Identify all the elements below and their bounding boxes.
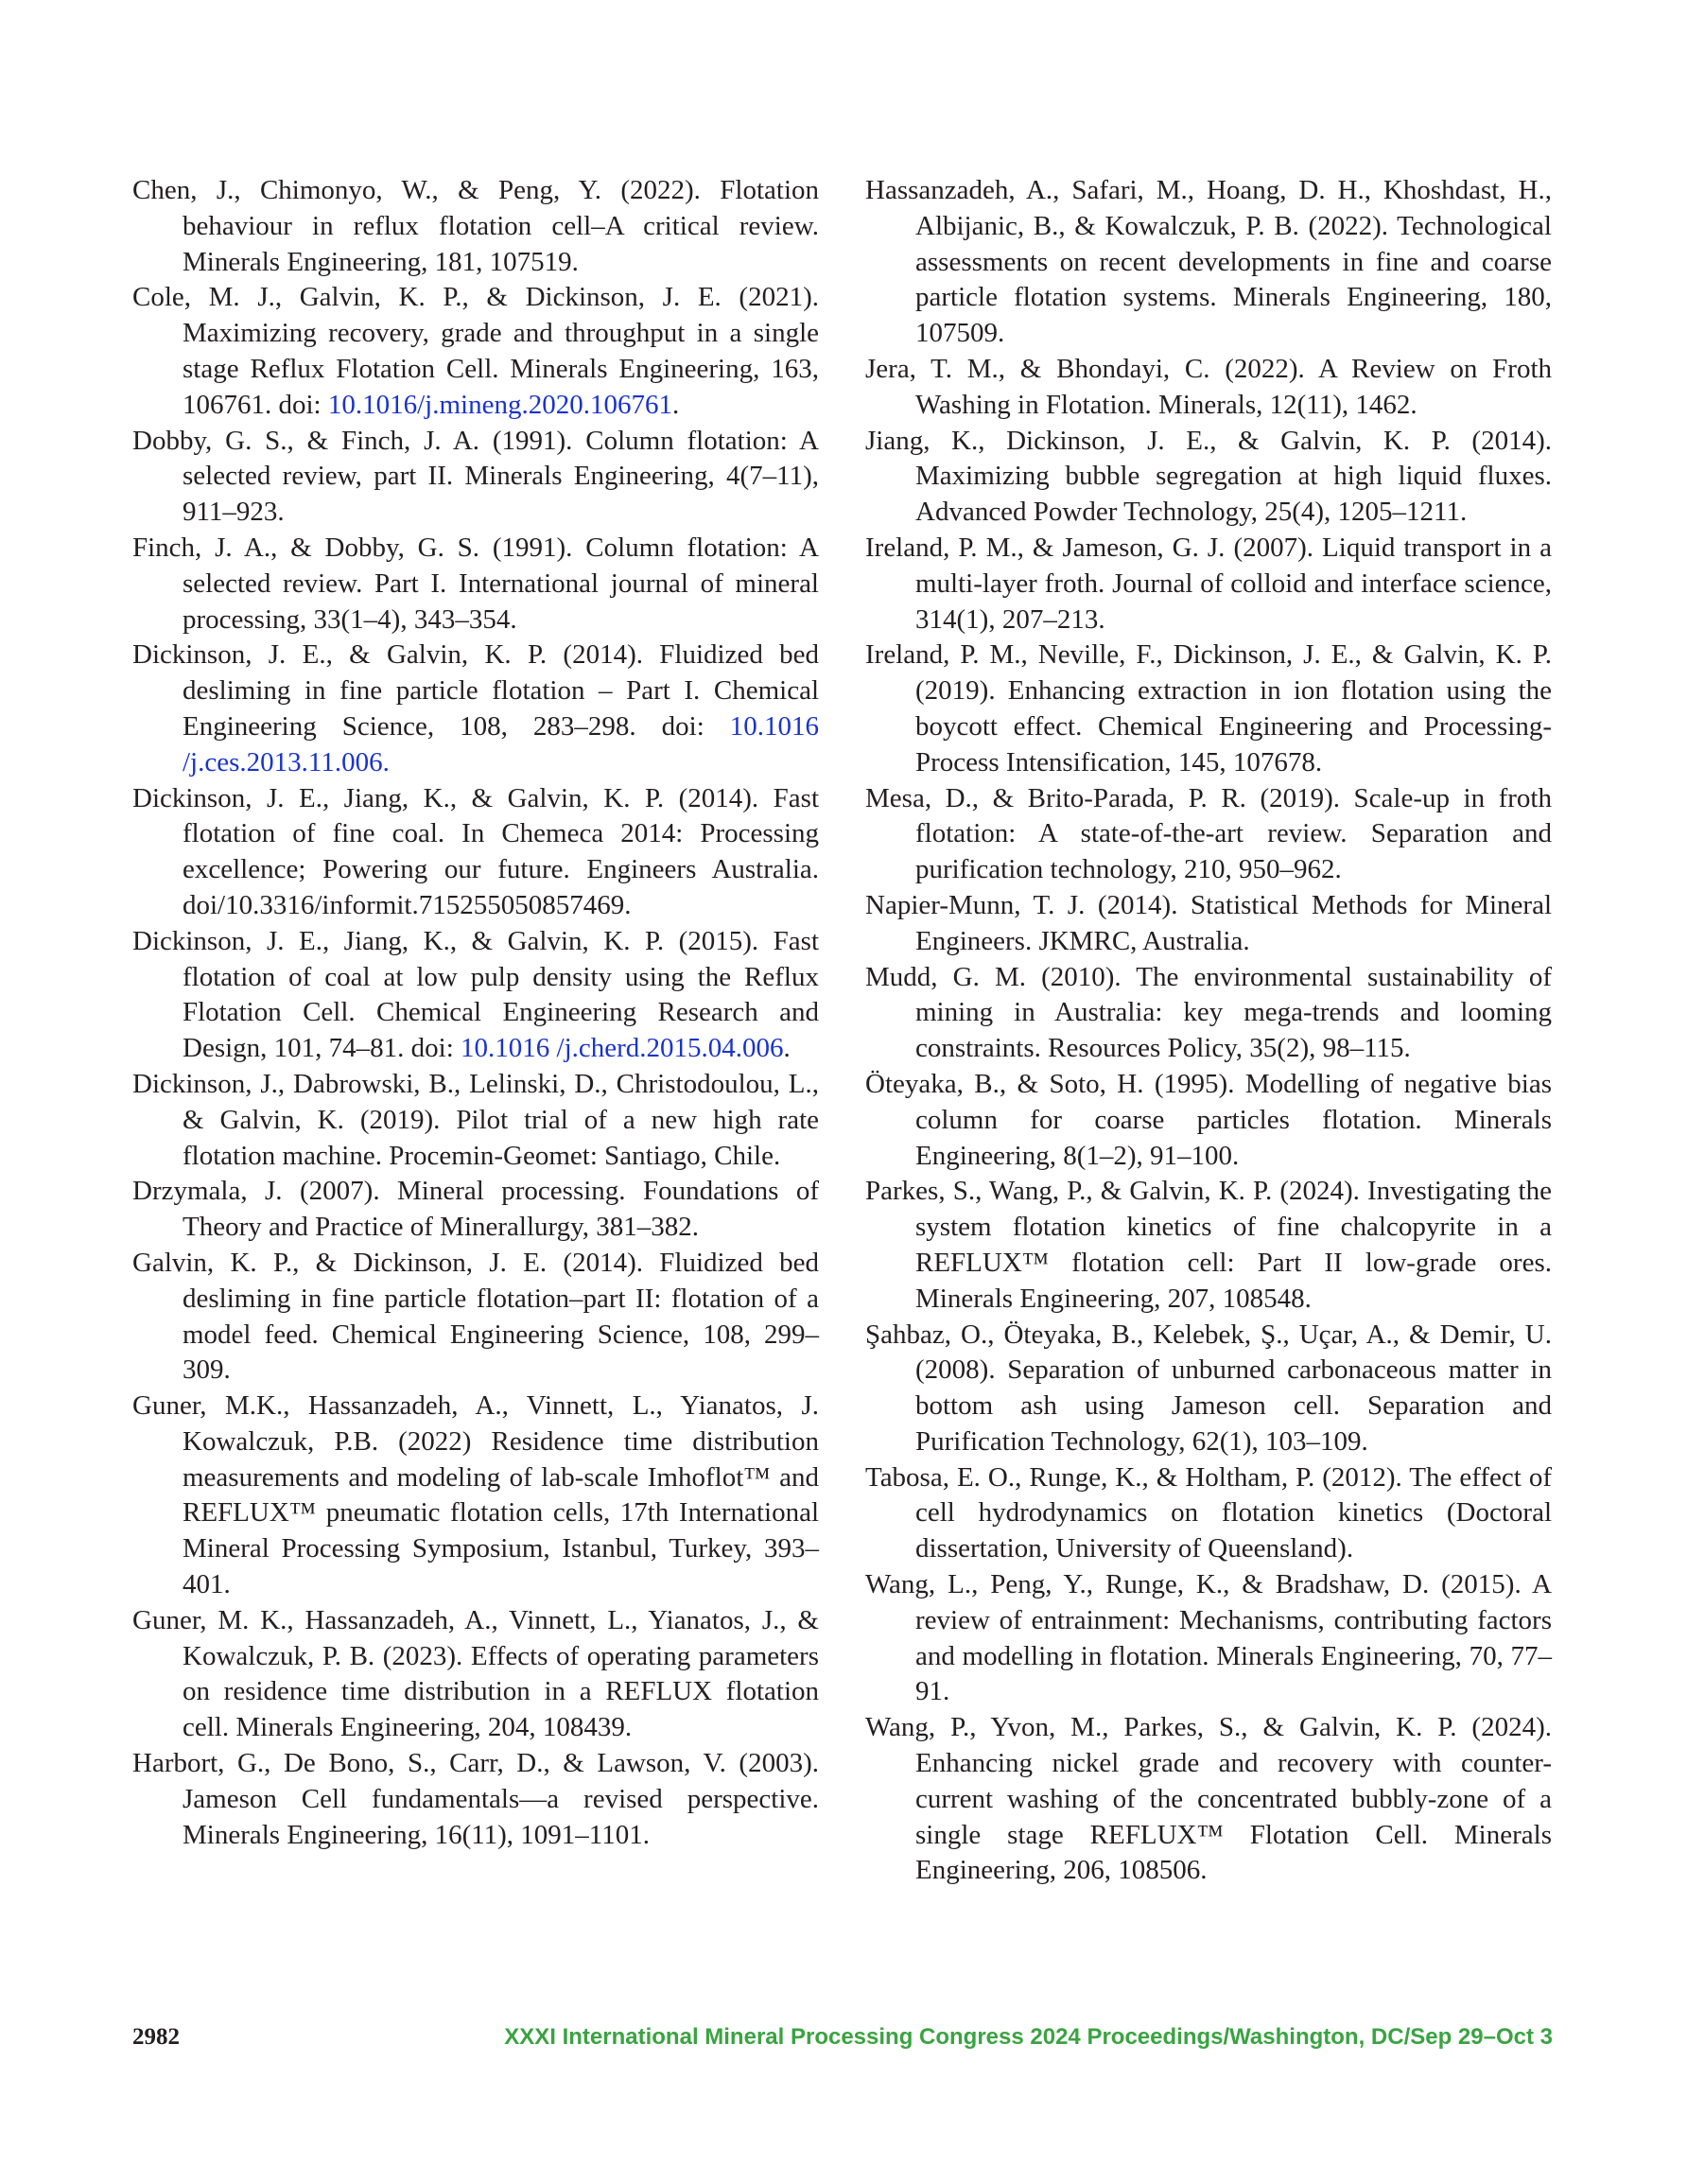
reference-text: Jera, T. M., & Bhondayi, C. (2022). A Review on Froth Washing in Flotation. Minerals, 12(11), 1462. bbox=[865, 353, 1552, 420]
reference-entry bbox=[132, 173, 819, 280]
reference-tail: . bbox=[783, 1033, 791, 1064]
reference-entry bbox=[865, 638, 1552, 780]
reference-text: Chen, J., Chimonyo, W., & Peng, Y. (2022). Flotation behaviour in reflux flotation cell–A critical review. Minerals Engineering, 181, 107519. bbox=[132, 175, 819, 277]
doi-link[interactable]: 10.1016 /j.ces.2013.11.006. bbox=[183, 710, 819, 778]
reference-entry bbox=[865, 1710, 1552, 1889]
reference-entry bbox=[865, 173, 1552, 352]
reference-entry bbox=[865, 1318, 1552, 1460]
reference-text: Şahbaz, O., Öteyaka, B., Kelebek, Ş., Uçar, A., & Demir, U. (2008). Separation of unburned carbonaceous matter in bottom ash using Jameson cell. Separation and Purification Technology, 62(1), 103–109. bbox=[865, 1319, 1552, 1457]
reference-text: Jiang, K., Dickinson, J. E., & Galvin, K. P. (2014). Maximizing bubble segregation at high liquid fluxes. Advanced Powder Technology, 25(4), 1205–1211. bbox=[865, 425, 1552, 528]
reference-text: Galvin, K. P., & Dickinson, J. E. (2014). Fluidized bed desliming in fine particle flotation–part II: flotation of a model feed. Chemical Engineering Science, 108, 299–309. bbox=[132, 1247, 819, 1386]
reference-entry bbox=[865, 960, 1552, 1067]
reference-text: Mudd, G. M. (2010). The environmental sustainability of mining in Australia: key mega-trends and looming constraints. Resources Policy, 35(2), 98–115. bbox=[865, 961, 1552, 1064]
reference-text: Mesa, D., & Brito-Parada, P. R. (2019). Scale-up in froth flotation: A state-of-the-art review. Separation and purification technology, 210, 950–962. bbox=[865, 782, 1552, 885]
reference-text: Ireland, P. M., Neville, F., Dickinson, J. E., & Galvin, K. P. (2019). Enhancing extraction in ion flotation using the boycott effect. Chemical Engineering and Processing-Process Intensification, 145, 107678. bbox=[865, 639, 1552, 778]
reference-entry bbox=[132, 424, 819, 531]
reference-text: Finch, J. A., & Dobby, G. S. (1991). Column flotation: A selected review. Part I. International journal of mineral processing, 33(1–4), 343–354. bbox=[132, 532, 819, 635]
reference-text: Dickinson, J., Dabrowski, B., Lelinski, D., Christodoulou, L., & Galvin, K. (2019). Pilot trial of a new high rate flotation machine. Procemin-Geomet: Santiago, Chile. bbox=[132, 1068, 819, 1171]
reference-text: Napier-Munn, T. J. (2014). Statistical Methods for Mineral Engineers. JKMRC, Australia. bbox=[865, 889, 1552, 956]
reference-entry bbox=[865, 781, 1552, 888]
reference-text: Guner, M.K., Hassanzadeh, A., Vinnett, L., Yianatos, J. Kowalczuk, P.B. (2022) Residence time distribution measurements and modeling of lab-scale Imhoflot™ and REFLUX™ pneumatic flotation cells, 17th International Mineral Processing Symposium, Istanbul, Turkey, 393–401. bbox=[132, 1390, 819, 1600]
references-left-column bbox=[132, 173, 819, 1853]
reference-text: Harbort, G., De Bono, S., Carr, D., & Lawson, V. (2003). Jameson Cell fundamentals—a revised perspective. Minerals Engineering, 16(11), 1091–1101. bbox=[132, 1748, 819, 1850]
proceedings-running-footer: XXXI International Mineral Processing Congress 2024 Proceedings/Washington, DC/Sep 29–Oct 3 bbox=[504, 2024, 1553, 2050]
reference-entry bbox=[865, 1067, 1552, 1174]
reference-text: Tabosa, E. O., Runge, K., & Holtham, P. (2012). The effect of cell hydrodynamics on flotation kinetics (Doctoral dissertation, University of Queensland). bbox=[865, 1461, 1552, 1564]
reference-entry bbox=[865, 1460, 1552, 1567]
reference-entry bbox=[865, 1567, 1552, 1710]
reference-tail: . bbox=[671, 389, 680, 420]
reference-text: Dickinson, J. E., Jiang, K., & Galvin, K. P. (2015). Fast flotation of coal at low pulp density using the Reflux Flotation Cell. Chemical Engineering Research and Design, 101, 74–81. doi: bbox=[132, 925, 819, 1064]
reference-text: Dobby, G. S., & Finch, J. A. (1991). Column flotation: A selected review, part II. Minerals Engineering, 4(7–11), 911–923. bbox=[132, 425, 819, 528]
reference-text: Dickinson, J. E., Jiang, K., & Galvin, K. P. (2014). Fast flotation of fine coal. In Chemeca 2014: Processing excellence; Powering our future. Engineers Australia. doi/10.3316/informit.715255050857469. bbox=[132, 782, 819, 920]
reference-entry bbox=[865, 424, 1552, 531]
references-right-column bbox=[865, 173, 1552, 1889]
reference-entry bbox=[132, 280, 819, 423]
doi-link[interactable]: 10.1016 /j.cherd.2015.04.006 bbox=[461, 1033, 784, 1064]
reference-entry bbox=[132, 924, 819, 1067]
reference-text: Parkes, S., Wang, P., & Galvin, K. P. (2024). Investigating the system flotation kinetics of fine chalcopyrite in a REFLUX™ flotation cell: Part II low-grade ores. Minerals Engineering, 207, 108548. bbox=[865, 1176, 1552, 1314]
reference-entry bbox=[132, 1174, 819, 1246]
page-number: 2982 bbox=[132, 2024, 180, 2050]
reference-text: Öteyaka, B., & Soto, H. (1995). Modelling of negative bias column for coarse particles flotation. Minerals Engineering, 8(1–2), 91–100. bbox=[865, 1068, 1552, 1171]
reference-entry bbox=[132, 1603, 819, 1746]
reference-text: Drzymala, J. (2007). Mineral processing. Foundations of Theory and Practice of Minerallurgy, 381–382. bbox=[132, 1176, 819, 1243]
reference-entry bbox=[865, 888, 1552, 960]
doi-link[interactable]: 10.1016/j.mineng.2020.106761 bbox=[327, 389, 672, 420]
reference-text: Ireland, P. M., & Jameson, G. J. (2007). Liquid transport in a multi-layer froth. Journal of colloid and interface science, 314(1), 207–213. bbox=[865, 532, 1552, 635]
reference-text: Hassanzadeh, A., Safari, M., Hoang, D. H., Khoshdast, H., Albijanic, B., & Kowalczuk, P. B. (2022). Technological assessments on recent developments in fine and coarse particle flotation systems. Minerals Engineering, 180, 107509. bbox=[865, 175, 1552, 349]
reference-entry bbox=[132, 1246, 819, 1389]
reference-text: Wang, P., Yvon, M., Parkes, S., & Galvin, K. P. (2024). Enhancing nickel grade and recovery with counter-current washing of the concentrated bubbly-zone of a single stage REFLUX™ Flotation Cell. Minerals Engineering, 206, 108506. bbox=[865, 1712, 1552, 1886]
reference-text: Wang, L., Peng, Y., Runge, K., & Bradshaw, D. (2015). A review of entrainment: Mechanisms, contributing factors and modelling in flotation. Minerals Engineering, 70, 77–91. bbox=[865, 1569, 1552, 1707]
reference-entry bbox=[865, 352, 1552, 424]
reference-text: Guner, M. K., Hassanzadeh, A., Vinnett, L., Yianatos, J., & Kowalczuk, P. B. (2023). Effects of operating parameters on residence time distribution in a REFLUX flotation cell. Minerals Engineering, 204, 108439. bbox=[132, 1604, 819, 1743]
reference-entry bbox=[132, 1389, 819, 1603]
reference-entry bbox=[132, 1067, 819, 1174]
reference-entry bbox=[865, 531, 1552, 638]
reference-entry bbox=[132, 781, 819, 924]
reference-text: Cole, M. J., Galvin, K. P., & Dickinson, J. E. (2021). Maximizing recovery, grade and throughput in a single stage Reflux Flotation Cell. Minerals Engineering, 163, 106761. doi: bbox=[132, 282, 819, 420]
reference-entry bbox=[132, 531, 819, 638]
reference-text: Dickinson, J. E., & Galvin, K. P. (2014). Fluidized bed desliming in fine particle flotation – Part I. Chemical Engineering Science, 108, 283–298. doi: bbox=[132, 639, 819, 742]
reference-entry bbox=[865, 1174, 1552, 1317]
reference-entry bbox=[132, 638, 819, 780]
reference-entry bbox=[132, 1746, 819, 1853]
